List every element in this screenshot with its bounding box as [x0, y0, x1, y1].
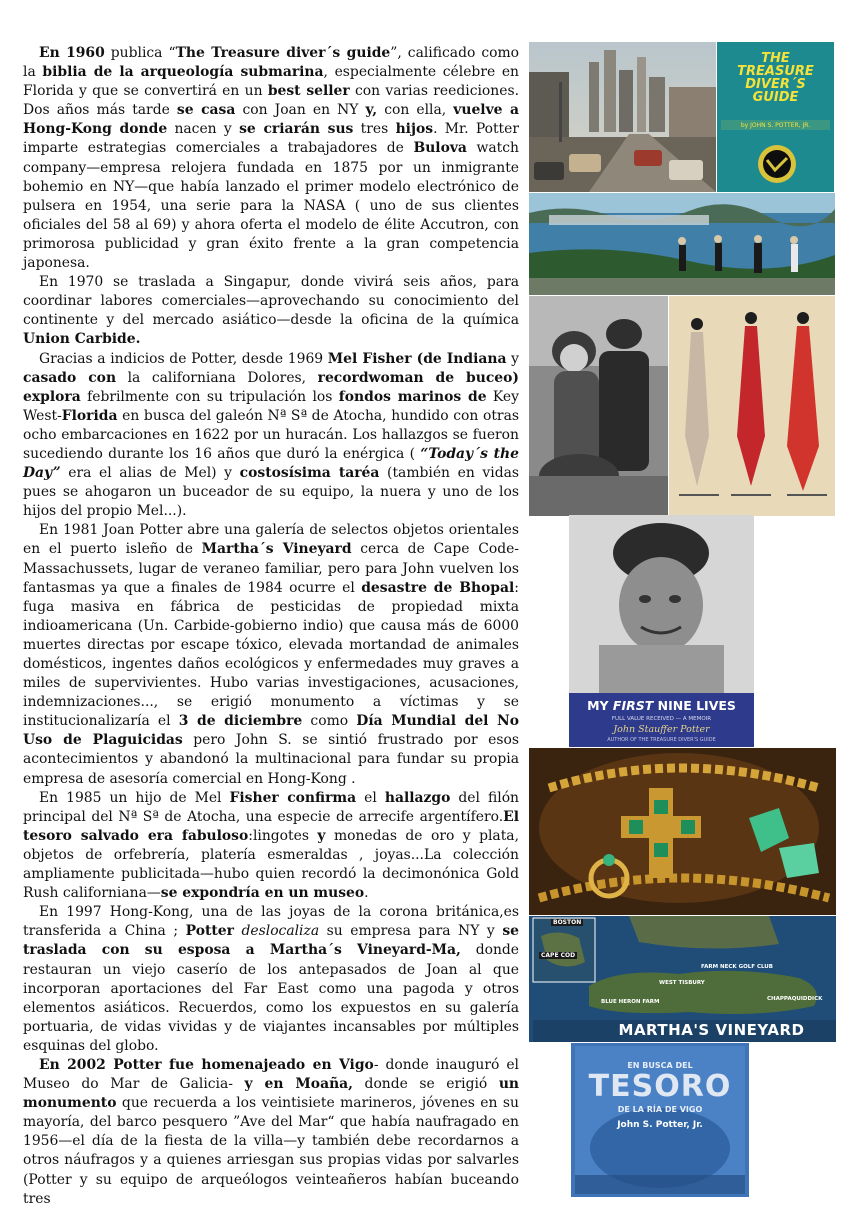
bold-text: se casa	[176, 102, 236, 119]
body-text: En 1985 un hijo de Mel	[39, 789, 230, 806]
body-text: donde se erigió	[353, 1076, 499, 1093]
guide-cover-title-1: THE	[761, 51, 790, 66]
guide-cover-title-4: GUIDE	[752, 90, 799, 105]
atocha-treasure-photo	[529, 748, 836, 915]
bold-text: y,	[365, 102, 378, 119]
body-text: febrilmente con su tripulación los	[80, 388, 339, 405]
my-first-nine-lives-cover	[569, 515, 754, 747]
guide-cover-author: by JOHN S. POTTER, JR.	[740, 122, 811, 129]
bold-text: casado con	[23, 369, 117, 386]
body-text: Gracias a indicios de Potter, desde 1969	[39, 350, 328, 367]
memoir-tagline: AUTHOR OF THE TREASURE DIVER'S GUIDE	[607, 737, 716, 743]
body-text: (también en vidas pues se ahogaron un buceador de su equipo, la nuera y uno de los hijos del propio Mel...).	[23, 465, 519, 520]
bold-text: se expondría en un museo	[160, 885, 365, 902]
bold-text: un monumento	[23, 1076, 520, 1112]
body-text: nacen y	[167, 121, 240, 138]
paragraph	[23, 350, 519, 522]
body-text: En 1970 se traslada a Singapur, donde vivirá seis años, para coordinar labores comerciales—aprovechando su conocimiento del continente y del mercado asiático—desde la oficina de la química	[23, 274, 519, 329]
tesoro-cover-line1: EN BUSCA DEL	[627, 1061, 693, 1070]
bold-text: Florida	[61, 407, 118, 424]
paragraph	[23, 903, 519, 1056]
paragraph	[23, 273, 519, 349]
divers-bw-photo	[529, 296, 668, 516]
bold-text: “Today´s the Day”	[23, 445, 519, 482]
body-text: , especialmente célebre en Florida y que se convertirá en un	[23, 64, 519, 100]
treasure-divers-guide-cover	[717, 42, 834, 192]
memoir-author: John Stauffer Potter	[613, 724, 710, 735]
bold-text: vuelve a Hong-Kong donde	[23, 102, 519, 138]
marthas-vineyard-map	[529, 916, 836, 1042]
map-label-chappaquiddick: CHAPPAQUIDDICK	[767, 996, 823, 1002]
bold-text: biblia de la arqueología submarina	[42, 64, 324, 81]
article-text	[23, 44, 519, 1209]
map-label-cape-cod: CAPE COD	[541, 952, 576, 959]
bold-text: desastre de Bhopal	[361, 579, 515, 596]
body-text: cerca de Cape Code-Massachussets, lugar de veraneo familiar, pero para John vuelven los fantasmas ya que a finales de 1984 ocurre el	[23, 541, 519, 596]
bold-text: 3 de diciembre	[178, 713, 303, 730]
paragraph	[23, 789, 519, 904]
city-street-photo	[529, 42, 716, 192]
memoir-title-b: FIRST	[612, 698, 654, 713]
tesoro-cover-title: TESORO	[588, 1069, 732, 1104]
body-text: con varias reediciones. Dos años más tarde	[23, 83, 519, 119]
bold-text: The Treasure diver´s guide	[175, 45, 391, 61]
body-text: : fuga masiva en fábrica de pesticidas de propiedad mixta indioamericana (Un. Carbide-gobierno indio) que causa más de 6000 muertes directas por escape tóxico, elevada mortandad de animales domésticos, ingentes daños ecológicos y enfermedades muy graves a miles de supervivientes. Hubo varias investigaciones, acusaciones, indemnizaciones..., se erigió monumento a víctimas y se institucionalizaría el	[23, 579, 519, 730]
body-text: era el alias de Mel) y	[60, 465, 240, 482]
body-text: donde restauran un viejo caserío de los antepasados de Joan al que incorporan aportaciones del Far East como una pagoda y otros elementos asiáticos. Recuerdos, como los expuestos en su galería portuaria, de vidas vividas y de viajantes incansables por múltiples esquinas del globo.	[23, 942, 520, 1054]
tesoro-cover-author: John S. Potter, Jr.	[617, 1120, 703, 1130]
bold-text: Potter	[185, 923, 234, 940]
bold-text: recordwoman de buceo) explora	[23, 369, 519, 405]
body-text: el	[356, 789, 385, 806]
body-text: que recuerda a los veintisiete marineros, jóvenes en su mayoría, del barco pesquero ”Ave del Mar“ que había naufragado en 1956—el día de la fiesta de la villa—y también debe recordarnos a otros náufragos y a quienes arriesgan sus propias vidas por salvarles (Potter y su equipo de arqueólogos veinteañeros habían buceando tres	[23, 1095, 519, 1207]
bold-text: costosísima taréa	[239, 465, 380, 482]
body-text: ”, calificado como la	[23, 45, 520, 81]
italic-text: deslocaliza	[233, 923, 320, 940]
body-text: del filón principal del Nª Sª de Atocha, una especie de arrecife argentífero.	[23, 789, 520, 825]
bold-text: Union Carbide.	[23, 331, 141, 348]
bold-text: hijos	[395, 121, 434, 138]
body-text: con Joan en NY	[235, 102, 366, 119]
body-text: tres	[353, 121, 396, 138]
guide-cover-title-3: DIVER´S	[745, 77, 806, 92]
body-text: En 1997 Hong-Kong, una de las joyas de la corona británica,es transferida a China ;	[23, 904, 519, 940]
body-text: con ella,	[377, 102, 454, 119]
bold-text: Bulova	[413, 140, 467, 157]
memoir-subtitle: FULL VALUE RECEIVED — A MEMOIR	[611, 716, 712, 722]
body-text: . Mr. Potter imparte estrategias comerciales a trabajadores de	[23, 121, 519, 157]
body-text: :lingotes	[248, 827, 318, 844]
body-text: Key West-	[23, 388, 519, 424]
bold-text: y en Moaña,	[244, 1076, 354, 1093]
bold-text: hallazgo	[384, 789, 451, 806]
paragraph	[23, 521, 519, 788]
map-label-blue-heron-farm: BLUE HERON FARM	[601, 999, 660, 1005]
bold-text: Martha´s Vineyard	[201, 541, 352, 558]
bold-text: fondos marinos de	[338, 388, 487, 405]
en-busca-del-tesoro-cover	[571, 1043, 749, 1197]
memoir-title-c: NINE LIVES	[653, 698, 736, 713]
body-text: En 1981 Joan Potter abre una galería de selectos objetos orientales en el puerto isleño de	[23, 522, 519, 558]
tesoro-cover-line3: DE LA RÍA DE VIGO	[617, 1105, 703, 1114]
bold-text: Mel Fisher (de Indiana	[327, 350, 507, 367]
body-text: watch company—empresa relojera fundada en 1875 por un inmigrante bohemio en NY—que había lanzado el primer modelo electrónico de pulsera en 1954, una serie para la NASA ( uno de sus clientes oficiales del 58 al 69) y ahora oferta el modelo de élite Accutron, con primorosa publicidad y gran éxito frente a la gran competencia japonesa.	[23, 140, 519, 272]
map-label-boston: BOSTON	[553, 919, 582, 926]
paragraph	[23, 1056, 519, 1209]
body-text: en busca del galeón Nª Sª de Atocha, hundido con otras ocho embarcaciones en 1622 por un huracán. Los hallazgos se fueron sucediendo durante los 16 años que duró la enérgica (	[23, 407, 519, 462]
body-text: y	[506, 350, 519, 367]
harbour-walkers-photo	[529, 193, 835, 295]
map-label-farm-neck: FARM NECK GOLF CLUB	[701, 964, 773, 970]
bold-text: Día Mundial del No Uso de Plaguicidas	[23, 713, 519, 749]
bold-text: se traslada con su esposa a Martha´s Vineyard-Ma,	[23, 923, 519, 959]
guide-cover-title-2: TREASURE	[737, 64, 814, 79]
body-text: su empresa para NY y	[319, 923, 503, 940]
map-label-west-tisbury: WEST TISBURY	[659, 980, 705, 986]
paragraph	[23, 44, 519, 273]
body-text: .	[364, 885, 369, 902]
body-text: publica “	[104, 45, 176, 61]
map-title: MARTHA'S VINEYARD	[618, 1021, 805, 1039]
bold-text: En 2002 Potter fue homenajeado en Vigo	[39, 1056, 374, 1073]
bold-text: Fisher confirma	[229, 789, 357, 806]
bold-text: best seller	[267, 83, 350, 100]
body-text: la californiana Dolores,	[116, 369, 318, 386]
body-text: - donde inauguró el Museo do Mar de Galicia-	[23, 1056, 520, 1093]
bold-text: El tesoro salvado era fabuloso	[23, 808, 519, 844]
body-text: como	[302, 713, 357, 730]
bold-text: se criarán sus	[239, 121, 354, 138]
bold-text: y	[317, 827, 326, 844]
fashion-sketches-illustration	[669, 296, 835, 516]
bold-text: En 1960	[39, 45, 105, 61]
memoir-title-a: MY	[587, 698, 613, 713]
body-text: monedas de oro y plata, objetos de orfebrería, platería esmeraldas , joyas...La colección ampliamente publicitada—hubo quien recordó la decimonónica Gold Rush californiana—	[23, 827, 519, 902]
body-text: pero John S. se sintió frustrado por esos acontecimientos y abandonó la multinacional para fundar su propia empresa de asesoría comercial en Hong-Kong .	[23, 732, 520, 787]
